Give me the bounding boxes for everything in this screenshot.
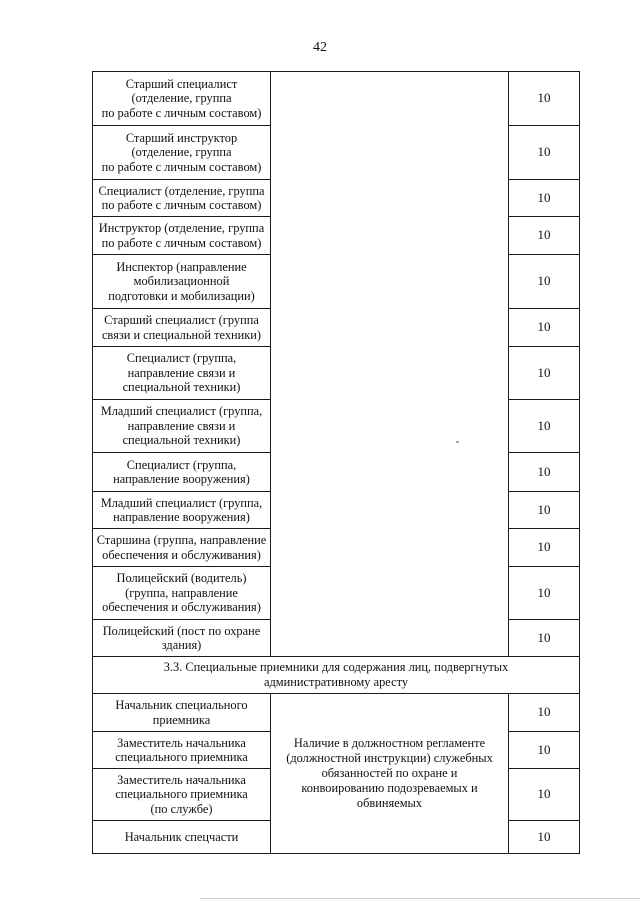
- value-cell: 10: [509, 821, 580, 854]
- section-heading: 3.3. Специальные приемники для содержания лиц, подвергнутых административному аресту: [93, 657, 580, 694]
- position-cell: Старший специалист (отделение, группа по работе с личным составом): [93, 72, 271, 126]
- position-cell: Начальник спецчасти: [93, 821, 271, 854]
- position-cell: Начальник специального приемника: [93, 694, 271, 732]
- value-cell: 10: [509, 492, 580, 529]
- scan-speck: [456, 441, 459, 443]
- position-cell: Заместитель начальника специального приемника: [93, 732, 271, 769]
- value-cell: 10: [509, 620, 580, 657]
- value-cell: 10: [509, 309, 580, 347]
- value-cell: 10: [509, 255, 580, 309]
- section-row: [93, 657, 580, 694]
- value-cell: 10: [509, 694, 580, 732]
- table-row: [93, 72, 580, 126]
- position-cell: Старший инструктор (отделение, группа по работе с личным составом): [93, 126, 271, 180]
- position-cell: Специалист (группа, направление связи и специальной техники): [93, 347, 271, 400]
- value-cell: 10: [509, 453, 580, 492]
- position-cell: Специалист (группа, направление вооружения): [93, 453, 271, 492]
- value-cell: 10: [509, 180, 580, 217]
- value-cell: 10: [509, 400, 580, 453]
- position-cell: Старший специалист (группа связи и специальной техники): [93, 309, 271, 347]
- value-cell: 10: [509, 732, 580, 769]
- value-cell: 10: [509, 529, 580, 567]
- requirement-cell-empty: [271, 72, 509, 657]
- value-cell: 10: [509, 769, 580, 821]
- position-cell: Младший специалист (группа, направление связи и специальной техники): [93, 400, 271, 453]
- position-cell: Специалист (отделение, группа по работе с личным составом): [93, 180, 271, 217]
- positions-table: [92, 71, 580, 854]
- value-cell: 10: [509, 72, 580, 126]
- position-cell: Младший специалист (группа, направление вооружения): [93, 492, 271, 529]
- value-cell: 10: [509, 217, 580, 255]
- position-cell: Старшина (группа, направление обеспечения и обслуживания): [93, 529, 271, 567]
- position-cell: Инспектор (направление мобилизационной подготовки и мобилизации): [93, 255, 271, 309]
- position-cell: Полицейский (пост по охране здания): [93, 620, 271, 657]
- position-cell: Заместитель начальника специального приемника (по службе): [93, 769, 271, 821]
- table-row: [93, 694, 580, 732]
- scan-edge-line: [200, 898, 640, 899]
- position-cell: Инструктор (отделение, группа по работе с личным составом): [93, 217, 271, 255]
- value-cell: 10: [509, 347, 580, 400]
- requirement-cell: Наличие в должностном регламенте (должностной инструкции) служебных обязанностей по охране и конвоированию подозреваемых и обвиняемых: [271, 694, 509, 854]
- value-cell: 10: [509, 567, 580, 620]
- value-cell: 10: [509, 126, 580, 180]
- page-number: 42: [313, 40, 327, 55]
- position-cell: Полицейский (водитель) (группа, направление обеспечения и обслуживания): [93, 567, 271, 620]
